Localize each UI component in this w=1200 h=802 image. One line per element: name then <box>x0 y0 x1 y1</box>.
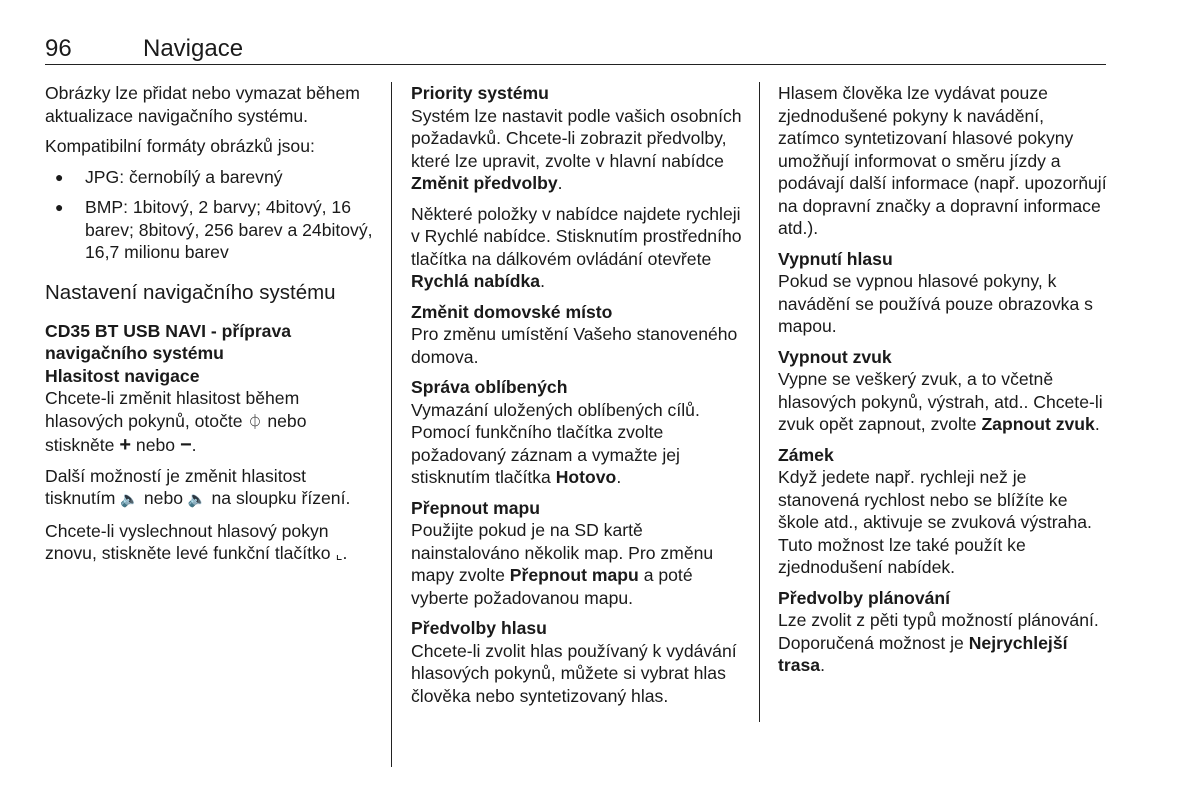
formats-list <box>45 166 380 264</box>
menu-item-reference: Zapnout zvuk <box>981 414 1095 434</box>
paragraph: Další možností je změnit hlasitost tisknutím 🔈 nebo 🔈 na sloupku řízení. <box>45 465 380 512</box>
paragraph: Chcete-li změnit hlasitost během hlasových pokynů, otočte ⏀ nebo stiskněte + nebo −. <box>45 388 307 456</box>
paragraph: Systém lze nastavit podle vašich osobních požadavků. Chcete-li zobrazit předvolby, které lze upravit, zvolte v hlavní nabídce Změnit předvolby. <box>411 105 742 193</box>
paragraph: Chcete-li zvolit hlas používaný k vydávání hlasových pokynů, můžete si vybrat hlas člověka nebo syntetizovaný hlas. <box>411 640 737 706</box>
topic-heading: Zámek <box>778 444 834 465</box>
topic-heading: Předvolby plánování <box>778 587 951 608</box>
paragraph: Pokud se vypnou hlasové pokyny, k navádění se používá pouze obrazovka s mapou. <box>778 271 1093 336</box>
topic-heading: Priority systému <box>411 83 549 103</box>
paragraph: Vymazání uložených oblíbených cílů. Pomocí funkčního tlačítka zvolte požadovaný záznam a vymažte jej stisknutím tlačítka Hotovo. <box>411 399 700 487</box>
menu-item-reference: Změnit předvolby <box>411 173 558 193</box>
bullet-icon: ● <box>55 199 64 215</box>
bullet-icon: ● <box>55 168 64 185</box>
topic-heading: Předvolby hlasu <box>411 618 547 638</box>
knob-icon: ⏀ <box>247 413 263 431</box>
menu-item-reference: Hotovo <box>555 467 617 487</box>
topic-heading: Změnit domovské místo <box>411 301 613 322</box>
column-2 <box>411 82 747 715</box>
page-number: 96 <box>45 35 72 62</box>
paragraph: Hlasem člověka lze vydávat pouze zjednodušené pokyny k navádění, zatímco syntetizovaní hlasové pokyny umožňují informovat o směru jízdy a podávají další informace (např. upozorňují na dopravní značky a dopravní informace atd.). <box>778 83 1107 238</box>
column-divider-1 <box>391 82 392 767</box>
topic-heading: Hlasitost navigace <box>45 365 200 386</box>
section-title: Navigace <box>143 35 244 62</box>
minus-icon: − <box>179 434 192 456</box>
paragraph: Kompatibilní formáty obrázků jsou: <box>45 136 315 156</box>
column-1 <box>45 82 380 575</box>
topic-heading: Správa oblíbených <box>411 377 568 397</box>
column-divider-2 <box>759 82 760 722</box>
topic-heading: Přepnout mapu <box>411 497 541 518</box>
list-item: ● BMP: 1bitový, 2 barvy; 4bitový, 16 barev; 8bitový, 256 barev a 24bitový, 16,7 milionu barev <box>55 197 373 262</box>
paragraph: Některé položky v nabídce najdete rychleji v Rychlé nabídce. Stisknutím prostředního tlačítka na dálkovém ovládání otevřete Rychlá nabídka. <box>411 203 742 291</box>
paragraph: Pro změnu umístění Vašeho stanoveného domova. <box>411 324 738 367</box>
paragraph: Chcete-li vyslechnout hlasový pokyn znovu, stiskněte levé funkční tlačítko ⌞. <box>45 520 380 567</box>
subsection-heading: CD35 BT USB NAVI - příprava navigačního systému <box>45 320 292 363</box>
paragraph: Obrázky lze přidat nebo vymazat během aktualizace navigačního systému. <box>45 83 360 126</box>
list-item: ● JPG: černobílý a barevný <box>55 166 283 187</box>
page-header <box>45 34 1106 64</box>
volume-up-icon: 🔈 <box>120 491 139 508</box>
paragraph: Použijte pokud je na SD kartě nainstalováno několik map. Pro změnu mapy zvolte Přepnout mapu a poté vyberte požadovanou mapu. <box>411 520 714 608</box>
section-heading: Nastavení navigačního systému <box>45 280 336 304</box>
volume-down-icon: 🔈 <box>187 491 207 508</box>
topic-heading: Vypnutí hlasu <box>778 248 893 269</box>
menu-item-reference: Rychlá nabídka <box>411 271 541 291</box>
paragraph: Vypne se veškerý zvuk, a to včetně hlasových pokynů, výstrah, atd.. Chcete-li zvuk opět zapnout, zvolte Zapnout zvuk. <box>778 369 1103 434</box>
header-divider <box>45 64 1106 65</box>
column-3 <box>778 82 1108 685</box>
paragraph: Když jedete např. rychleji než je stanovená rychlost nebo se blížíte ke škole atd., aktivuje se zvuková výstraha. Tuto možnost lze také použít ke zjednodušení nabídek. <box>778 467 1092 577</box>
menu-item-reference: Přepnout mapu <box>509 565 639 585</box>
paragraph: Lze zvolit z pěti typů možností plánování. Doporučená možnost je Nejrychlejší trasa. <box>778 610 1099 675</box>
topic-heading: Vypnout zvuk <box>778 346 892 367</box>
softkey-left-icon: ⌞ <box>335 546 343 563</box>
menu-item-reference: Nejrychlejší trasa <box>778 632 1068 675</box>
plus-icon: + <box>119 434 132 456</box>
